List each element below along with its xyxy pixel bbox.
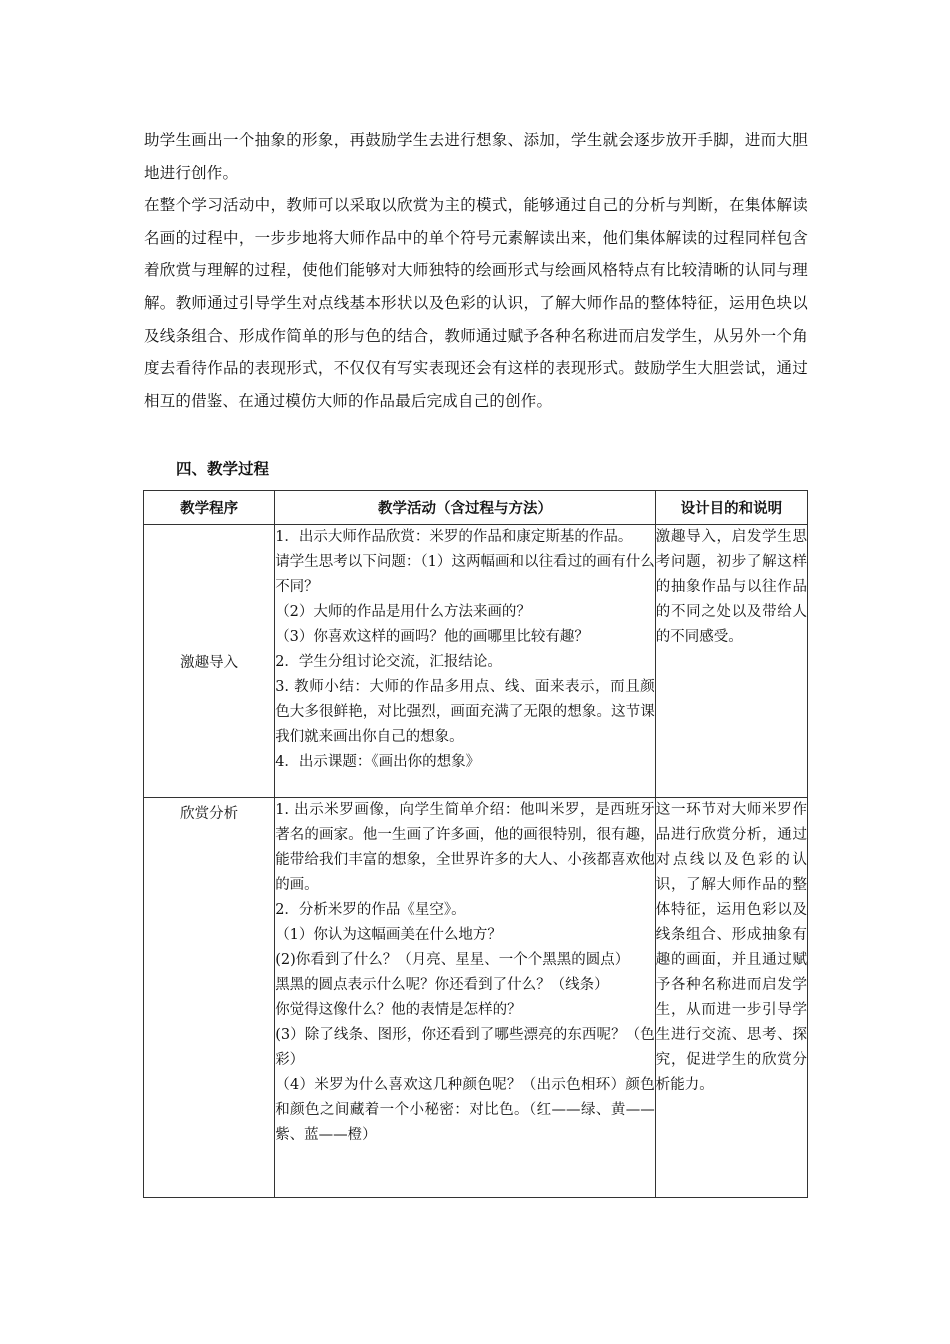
activity-line: 你觉得这像什么？他的表情是怎样的？ bbox=[275, 1002, 522, 1018]
activity-line: 请学生思考以下问题：（1）这两幅画和以往看过的画有什么不同？ bbox=[275, 554, 655, 595]
stage-cell: 欣赏分析 bbox=[144, 798, 275, 1198]
header-purpose: 设计目的和说明 bbox=[655, 491, 807, 525]
header-activity: 教学活动（含过程与方法） bbox=[275, 491, 656, 525]
activity-line: 黑黑的圆点表示什么呢？你还看到了什么？（线条） bbox=[275, 977, 609, 993]
purpose-cell: 这一环节对大师米罗作品进行欣赏分析，通过对点线以及色彩的认识，了解大师作品的整体特征，运用色彩以及线条组合、形成抽象有趣的画面，并且通过赋予各种名称进而启发学生，从而进一步引导学生进行交流、思考、探究，促进学生的欣赏分析能力。 bbox=[655, 798, 807, 1198]
activity-line: (3）除了线条、图形，你还看到了哪些漂亮的东西呢？（色彩） bbox=[275, 1027, 655, 1068]
activity-cell bbox=[275, 525, 656, 798]
activity-line: 1. 出示米罗画像，向学生简单介绍：他叫米罗，是西班牙著名的画家。他一生画了许多画，他的画很特别，很有趣，能带给我们丰富的想象，全世界许多的大人、小孩都喜欢他的画。 bbox=[275, 802, 655, 893]
activity-line: （2）大师的作品是用什么方法来画的？ bbox=[275, 604, 531, 620]
teaching-process-table bbox=[143, 490, 808, 1198]
section-heading: 四、教学过程 bbox=[176, 459, 270, 478]
table-row bbox=[144, 525, 808, 798]
activity-line: （3）你喜欢这样的画吗？他的画哪里比较有趣？ bbox=[275, 629, 589, 645]
table-row bbox=[144, 798, 808, 1198]
activity-cell bbox=[275, 798, 656, 1198]
activity-line: （1）你认为这幅画美在什么地方？ bbox=[275, 927, 502, 943]
activity-line: 2．分析米罗的作品《星空》。 bbox=[275, 902, 466, 918]
table-header-row bbox=[144, 491, 808, 525]
purpose-cell: 激趣导入，启发学生思考问题，初步了解这样的抽象作品与以往作品的不同之处以及带给人的不同感受。 bbox=[655, 525, 807, 798]
activity-line: 3. 教师小结：大师的作品多用点、线、面来表示，而且颜色大多很鲜艳，对比强烈，画面充满了无限的想象。这节课我们就来画出你自己的想象。 bbox=[275, 679, 655, 745]
activity-line: 4．出示课题：《画出你的想象》 bbox=[275, 754, 481, 770]
intro-text bbox=[144, 124, 808, 417]
activity-line: 2．学生分组讨论交流，汇报结论。 bbox=[275, 654, 502, 670]
stage-cell: 激趣导入 bbox=[144, 525, 275, 798]
activity-line: 1．出示大师作品欣赏：米罗的作品和康定斯基的作品。 bbox=[275, 529, 633, 545]
activity-line: (2)你看到了什么？（月亮、星星、一个个黑黑的圆点） bbox=[275, 952, 630, 968]
header-stage: 教学程序 bbox=[144, 491, 275, 525]
intro-paragraph-1: 助学生画出一个抽象的形象，再鼓励学生去进行想象、添加，学生就会逐步放开手脚，进而大胆地进行创作。 bbox=[144, 131, 808, 182]
activity-line: （4）米罗为什么喜欢这几种颜色呢？（出示色相环）颜色和颜色之间藏着一个小秘密：对比色。（红——绿、黄——紫、蓝——橙） bbox=[275, 1077, 655, 1143]
intro-paragraph-2: 在整个学习活动中，教师可以采取以欣赏为主的模式，能够通过自己的分析与判断，在集体解读名画的过程中，一步步地将大师作品中的单个符号元素解读出来，他们集体解读的过程同样包含着欣赏与理解的过程，使他们能够对大师独特的绘画形式与绘画风格特点有比较清晰的认同与理解。教师通过引导学生对点线基本形状以及色彩的认识，了解大师作品的整体特征，运用色块以及线条组合、形成作简单的形与色的结合，教师通过赋予各种名称进而启发学生，从另外一个角度去看待作品的表现形式，不仅仅有写实表现还会有这样的表现形式。鼓励学生大胆尝试，通过相互的借鉴、在通过模仿大师的作品最后完成自己的创作。 bbox=[144, 196, 808, 410]
